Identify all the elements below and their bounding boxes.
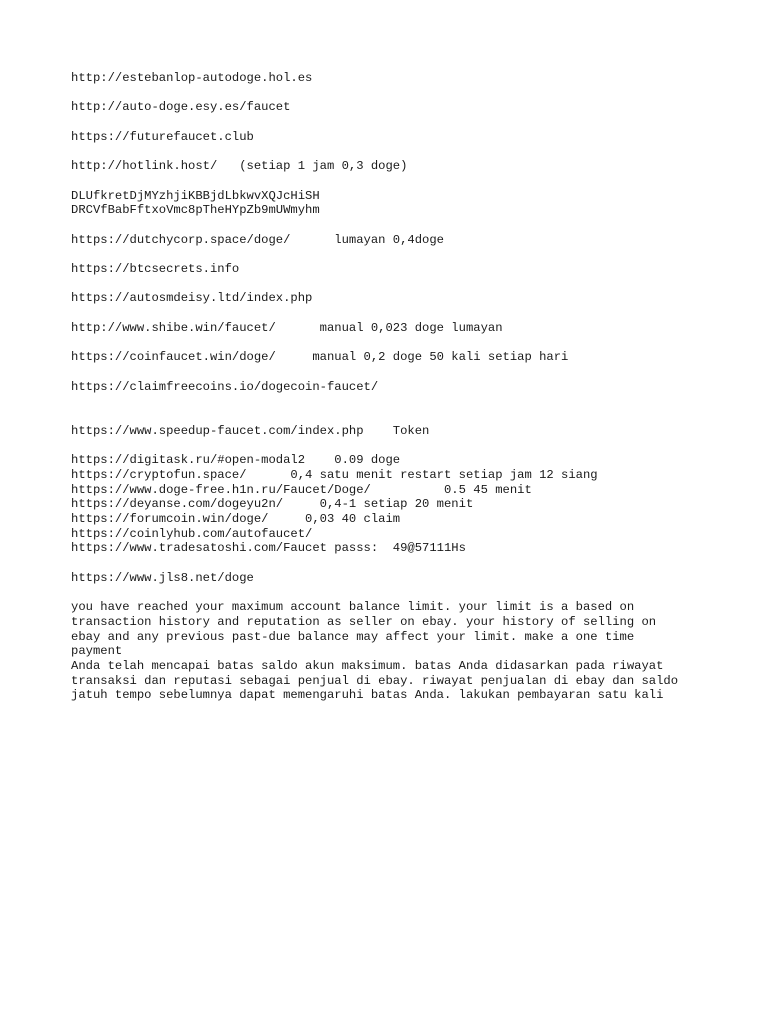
- text-line: http://www.shibe.win/faucet/ manual 0,023 doge lumayan: [71, 320, 503, 335]
- text-line: https://www.speedup-faucet.com/index.php Token: [71, 423, 430, 438]
- paragraph-line: transaksi dan reputasi sebagai penjual di ebay. riwayat penjualan di ebay dan saldo: [71, 673, 679, 688]
- wallet-address: DRCVfBabFftxoVmc8pTheHYpZb9mUWmyhm: [71, 203, 320, 218]
- text-line: https://forumcoin.win/doge/ 0,03 40 claim: [71, 511, 401, 526]
- text-line: http://auto-doge.esy.es/faucet: [71, 100, 291, 115]
- document-page: [71, 71, 751, 703]
- text-line: https://futurefaucet.club: [71, 129, 254, 144]
- paragraph-line: payment: [71, 644, 123, 659]
- text-line: https://coinlyhub.com/autofaucet/: [71, 526, 313, 541]
- text-line: http://hotlink.host/ (setiap 1 jam 0,3 doge): [71, 159, 408, 174]
- text-line: https://cryptofun.space/ 0,4 satu menit restart setiap jam 12 siang: [71, 467, 598, 482]
- paragraph-line: Anda telah mencapai batas saldo akun maksimum. batas Anda didasarkan pada riwayat: [71, 658, 664, 673]
- paragraph-line: ebay and any previous past-due balance may affect your limit. make a one time: [71, 629, 635, 644]
- text-line: https://www.tradesatoshi.com/Faucet passs: 49@57111Hs: [71, 541, 466, 556]
- text-line: https://www.jls8.net/doge: [71, 570, 254, 585]
- text-line: https://deyanse.com/dogeyu2n/ 0,4-1 setiap 20 menit: [71, 497, 474, 512]
- text-line: https://autosmdeisy.ltd/index.php: [71, 291, 313, 306]
- text-line: https://www.doge-free.h1n.ru/Faucet/Doge/ 0.5 45 menit: [71, 482, 532, 497]
- text-line: https://btcsecrets.info: [71, 262, 240, 277]
- wallet-address: DLUfkretDjMYzhjiKBBjdLbkwvXQJcHiSH: [71, 188, 320, 203]
- text-line: https://claimfreecoins.io/dogecoin-faucet/: [71, 379, 379, 394]
- paragraph-line: jatuh tempo sebelumnya dapat memengaruhi batas Anda. lakukan pembayaran satu kali: [71, 688, 664, 703]
- paragraph-line: transaction history and reputation as seller on ebay. your history of selling on: [71, 614, 657, 629]
- text-line: https://dutchycorp.space/doge/ lumayan 0,4doge: [71, 232, 444, 247]
- text-line: https://digitask.ru/#open-modal2 0.09 doge: [71, 453, 401, 468]
- text-line: https://coinfaucet.win/doge/ manual 0,2 doge 50 kali setiap hari: [71, 350, 569, 365]
- text-line: http://estebanlop-autodoge.hol.es: [71, 71, 313, 85]
- paragraph-line: you have reached your maximum account balance limit. your limit is a based on: [71, 600, 635, 615]
